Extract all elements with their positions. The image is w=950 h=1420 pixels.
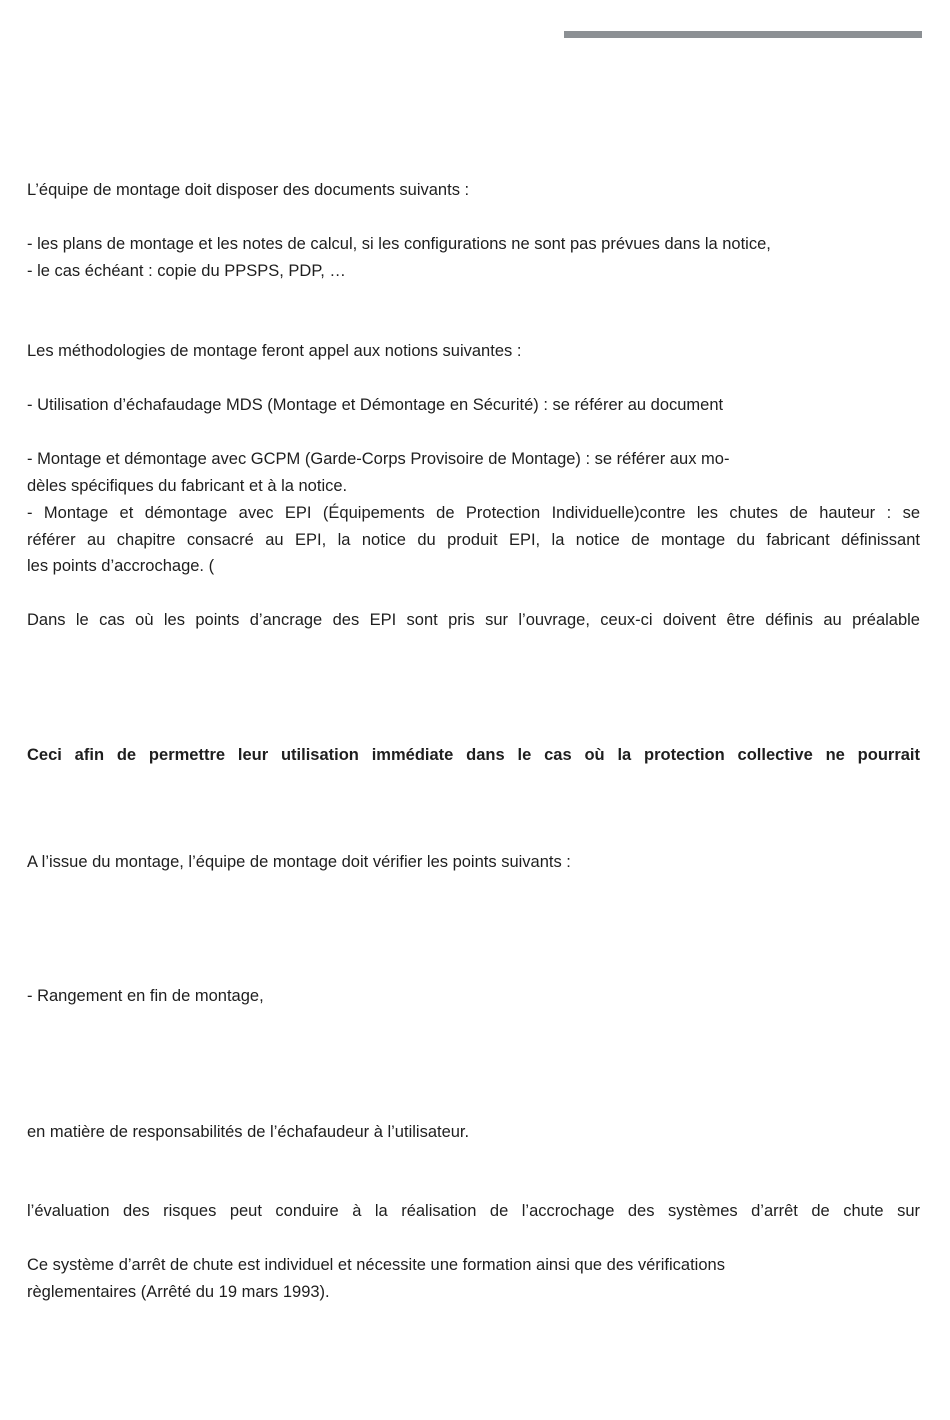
text-line-rangement: - Rangement en fin de montage, [27,987,264,1005]
text-line-epi: - Montage et démontage avec EPI (Équipements de Protection Individuelle)contre les chutes de hauteur : se [27,504,920,522]
text-line-ppsps: - le cas échéant : copie du PPSPS, PDP, … [27,262,346,280]
text-line-plans: - les plans de montage et les notes de calcul, si les configurations ne sont pas prévues dans la notice, [27,235,771,253]
text-line-risk-evaluation: l’évaluation des risques peut conduire à la réalisation de l’accrochage des systèmes d’arrêt de chute sur [27,1202,920,1220]
text-line-anchor-points: Dans le cas où les points d’ancrage des EPI sont pris sur l’ouvrage, ceux-ci doivent être définis au préalable [27,611,920,629]
text-line-documents-intro: L’équipe de montage doit disposer des documents suivants : [27,181,470,199]
text-line-mds: - Utilisation d’échafaudage MDS (Montage et Démontage en Sécurité) : se référer au document [27,396,724,414]
text-line-gcpm-cont: dèles spécifiques du fabricant et à la notice. [27,477,348,495]
text-line-bold-note: Ceci afin de permettre leur utilisation immédiate dans le cas où la protection collective ne pourrait [27,746,920,764]
text-line-fall-arrest: Ce système d’arrêt de chute est individuel et nécessite une formation ainsi que des vérifications [27,1256,725,1274]
text-line-methodologies-intro: Les méthodologies de montage feront appel aux notions suivantes : [27,342,522,360]
text-line-responsibilities: en matière de responsabilités de l’échafaudeur à l’utilisateur. [27,1123,470,1141]
text-line-regulation: règlementaires (Arrêté du 19 mars 1993). [27,1283,330,1301]
text-line-epi-cont: référer au chapitre consacré au EPI, la notice du produit EPI, la notice de montage du fabricant définissant [27,531,920,549]
text-line-epi-end: les points d’accrochage. ( [27,557,215,575]
header-rule [564,31,922,38]
text-line-verification-intro: A l’issue du montage, l’équipe de montage doit vérifier les points suivants : [27,853,571,871]
text-line-gcpm: - Montage et démontage avec GCPM (Garde-Corps Provisoire de Montage) : se référer aux mo- [27,450,730,468]
